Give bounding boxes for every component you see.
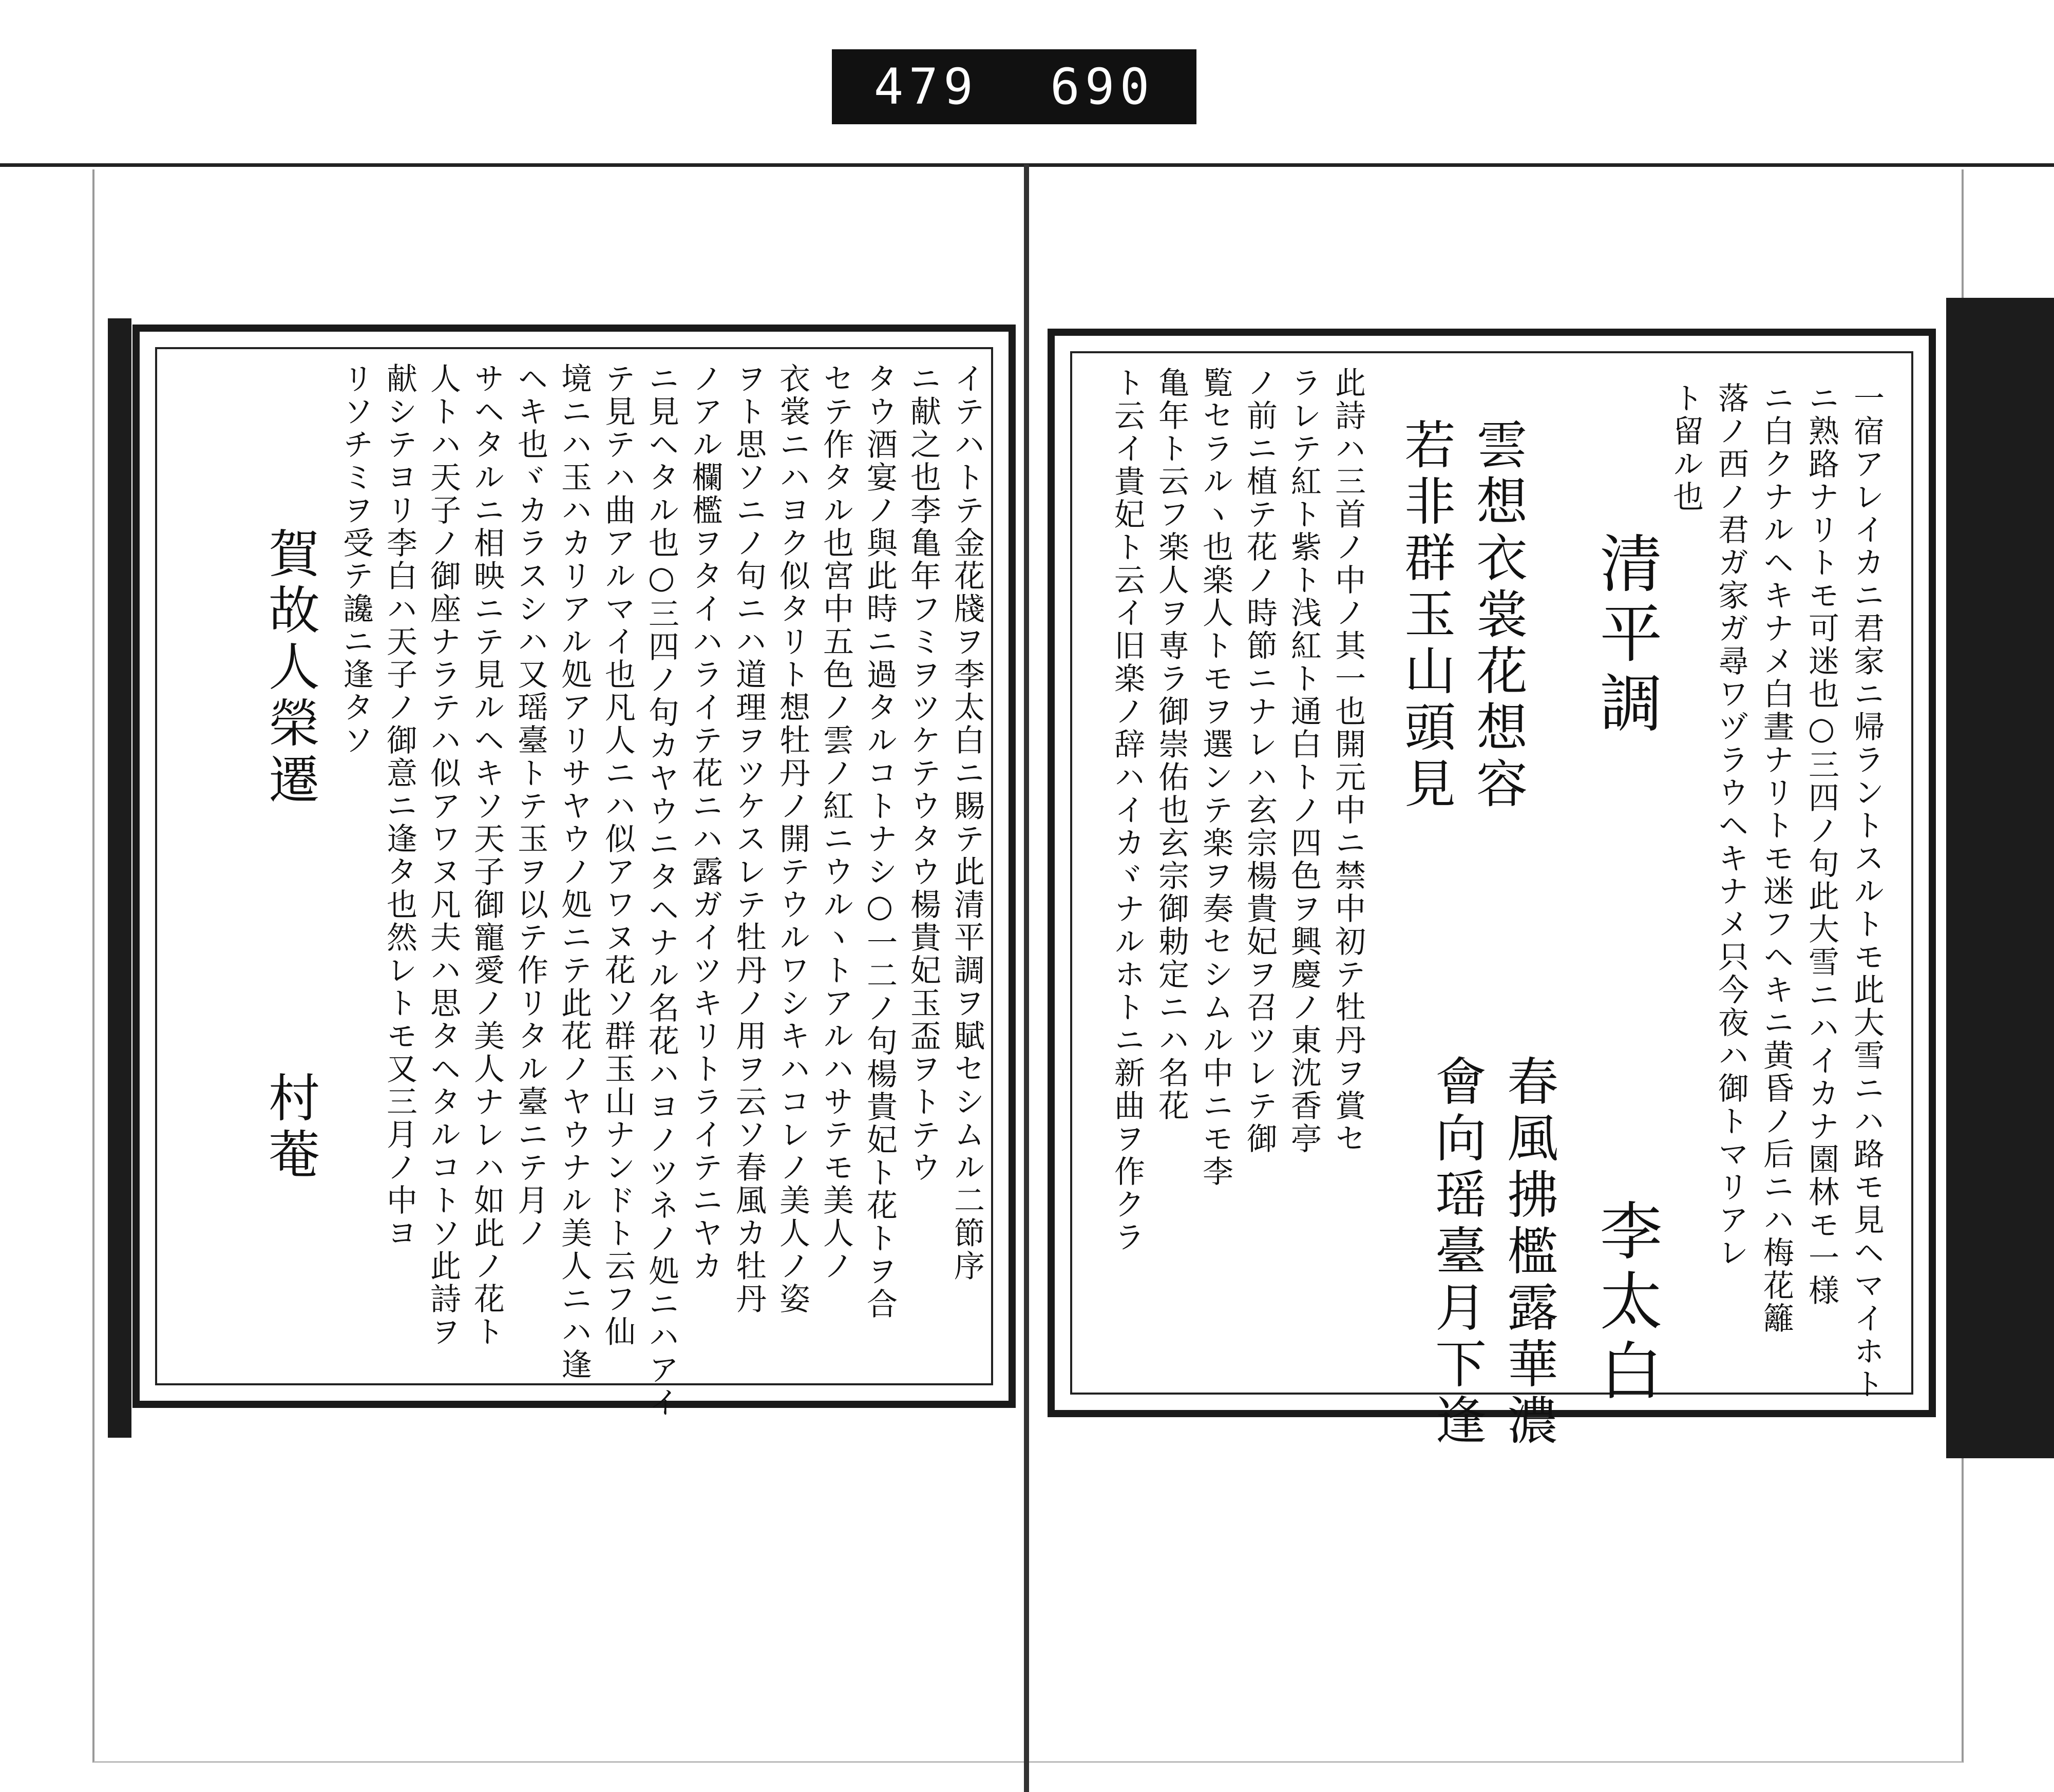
commentary-line: 此詩ハ三首ノ中ノ其一也開元中ニ禁中初テ牡丹ヲ賞セ	[1330, 367, 1366, 1155]
poem-title: 賀故人榮遷	[260, 527, 320, 809]
intro-line: 一宿アレイカニ君家ニ帰ラントスルトモ此大雪ニハ路モ見ヘマイホト	[1849, 382, 1885, 1401]
commentary-line: 献シテヨリ李白ハ天子ノ御意ニ逢タ也然レトモ又三月ノ中ヨ	[382, 363, 417, 1250]
intro-line: ニ白クナルヘキナメ白晝ナリトモ迷フヘキニ黄昏ノ后ニハ梅花籬	[1758, 382, 1794, 1335]
commentary-line: ト云イ貴妃ト云イ旧楽ノ辞ハイカヾナルホトニ新曲ヲ作クラ	[1109, 367, 1145, 1254]
commentary-line: サヘタルニ相映ニテ見ルヘキソ天子御寵愛ノ美人ナレハ如此ノ花ト	[469, 363, 505, 1348]
poem-line: 春風拂檻露華濃	[1498, 1055, 1558, 1450]
poem-title: 清平調	[1589, 531, 1662, 740]
commentary-line: ニ見ヘタル也○三四ノ句カヤウニタヘナル名花ハヨノツネノ処ニハアイ	[643, 363, 679, 1419]
label-left-number: 479	[873, 58, 978, 116]
right-scan-margin	[1946, 298, 2054, 1458]
commentary-line: イテハトテ金花牋ヲ李太白ニ賜テ此清平調ヲ賦セシムル二節序	[949, 363, 985, 1283]
right-page	[1048, 329, 1936, 1450]
poem-author: 李太白	[1589, 1198, 1662, 1408]
commentary-line: セテ作タル也宮中五色ノ雲ノ紅ニウルヽトアルハサテモ美人ノ	[818, 363, 854, 1283]
commentary-line: ヘキ也ヾカラスシハ又瑶臺トテ玉ヲ以テ作リタル臺ニテ月ノ	[512, 363, 548, 1250]
commentary-line: ノアル欄檻ヲタイハライテ花ニハ露ガイツキリトライテニヤカ	[687, 363, 723, 1283]
commentary-line: ヲト思ソニノ句ニハ道理ヲツケスレテ牡丹ノ用ヲ云ソ春風カ牡丹	[731, 363, 767, 1316]
commentary-line: ニ献之也李亀年フミヲツケテウタウ楊貴妃玉盃ヲトテウ	[905, 363, 941, 1184]
poem-line: 會向瑶臺月下逢	[1427, 1055, 1487, 1450]
intro-line: 落ノ西ノ君ガ家ガ尋ワヅラウヘキナメ只今夜ハ御トマリアレ	[1713, 382, 1749, 1269]
commentary-line: ノ前ニ植テ花ノ時節ニナレハ玄宗楊貴妃ヲ召ツレテ御	[1242, 367, 1278, 1155]
commentary-line: 覧セラルヽ也楽人トモヲ選ンテ楽ヲ奏セシムル中ニモ李	[1197, 367, 1233, 1188]
intro-line: ト留ル也	[1668, 382, 1704, 513]
commentary-line: 人トハ天子ノ御座ナラテハ似アワヌ凡夫ハ思タヘタルコトソ此詩ヲ	[425, 363, 461, 1348]
commentary-line: 亀年ト云フ楽人ヲ専ラ御崇佑也玄宗御勅定ニハ名花	[1153, 367, 1189, 1122]
poem-author: 村菴	[260, 1071, 320, 1184]
poem-line: 若非群玉山頭見	[1396, 418, 1456, 813]
left-page	[132, 325, 1016, 1419]
commentary-line: タウ酒宴ノ與此時ニ過タルコトナシ○一二ノ句楊貴妃ト花トヲ合	[862, 363, 898, 1321]
commentary-line: 境ニハ玉ハカリアル処アリサヤウノ処ニテ此花ノヤウナル美人ニハ逢	[556, 363, 592, 1381]
book-spine	[1024, 164, 1029, 1792]
label-right-number: 690	[1050, 58, 1155, 116]
intro-line: ニ熟路ナリトモ可迷也○三四ノ句此大雪ニハイカナ園林モ一様	[1803, 382, 1839, 1307]
commentary-line: テ見テハ曲アルマイ也凡人ニハ似アワヌ花ソ群玉山ナンドト云フ仙	[600, 363, 636, 1348]
commentary-line: ラレテ紅ト紫ト浅紅ト通白トノ四色ヲ興慶ノ東沈香亭	[1286, 367, 1322, 1155]
poem-line: 雲想衣裳花想容	[1468, 418, 1528, 813]
archive-label	[832, 49, 1196, 124]
commentary-line: リソチミヲ受テ讒ニ逢タソ	[338, 363, 374, 757]
left-scan-margin	[108, 318, 131, 1438]
commentary-line: 衣裳ニハヨク似タリト想牡丹ノ開テウルワシキハコレノ美人ノ姿	[774, 363, 810, 1316]
